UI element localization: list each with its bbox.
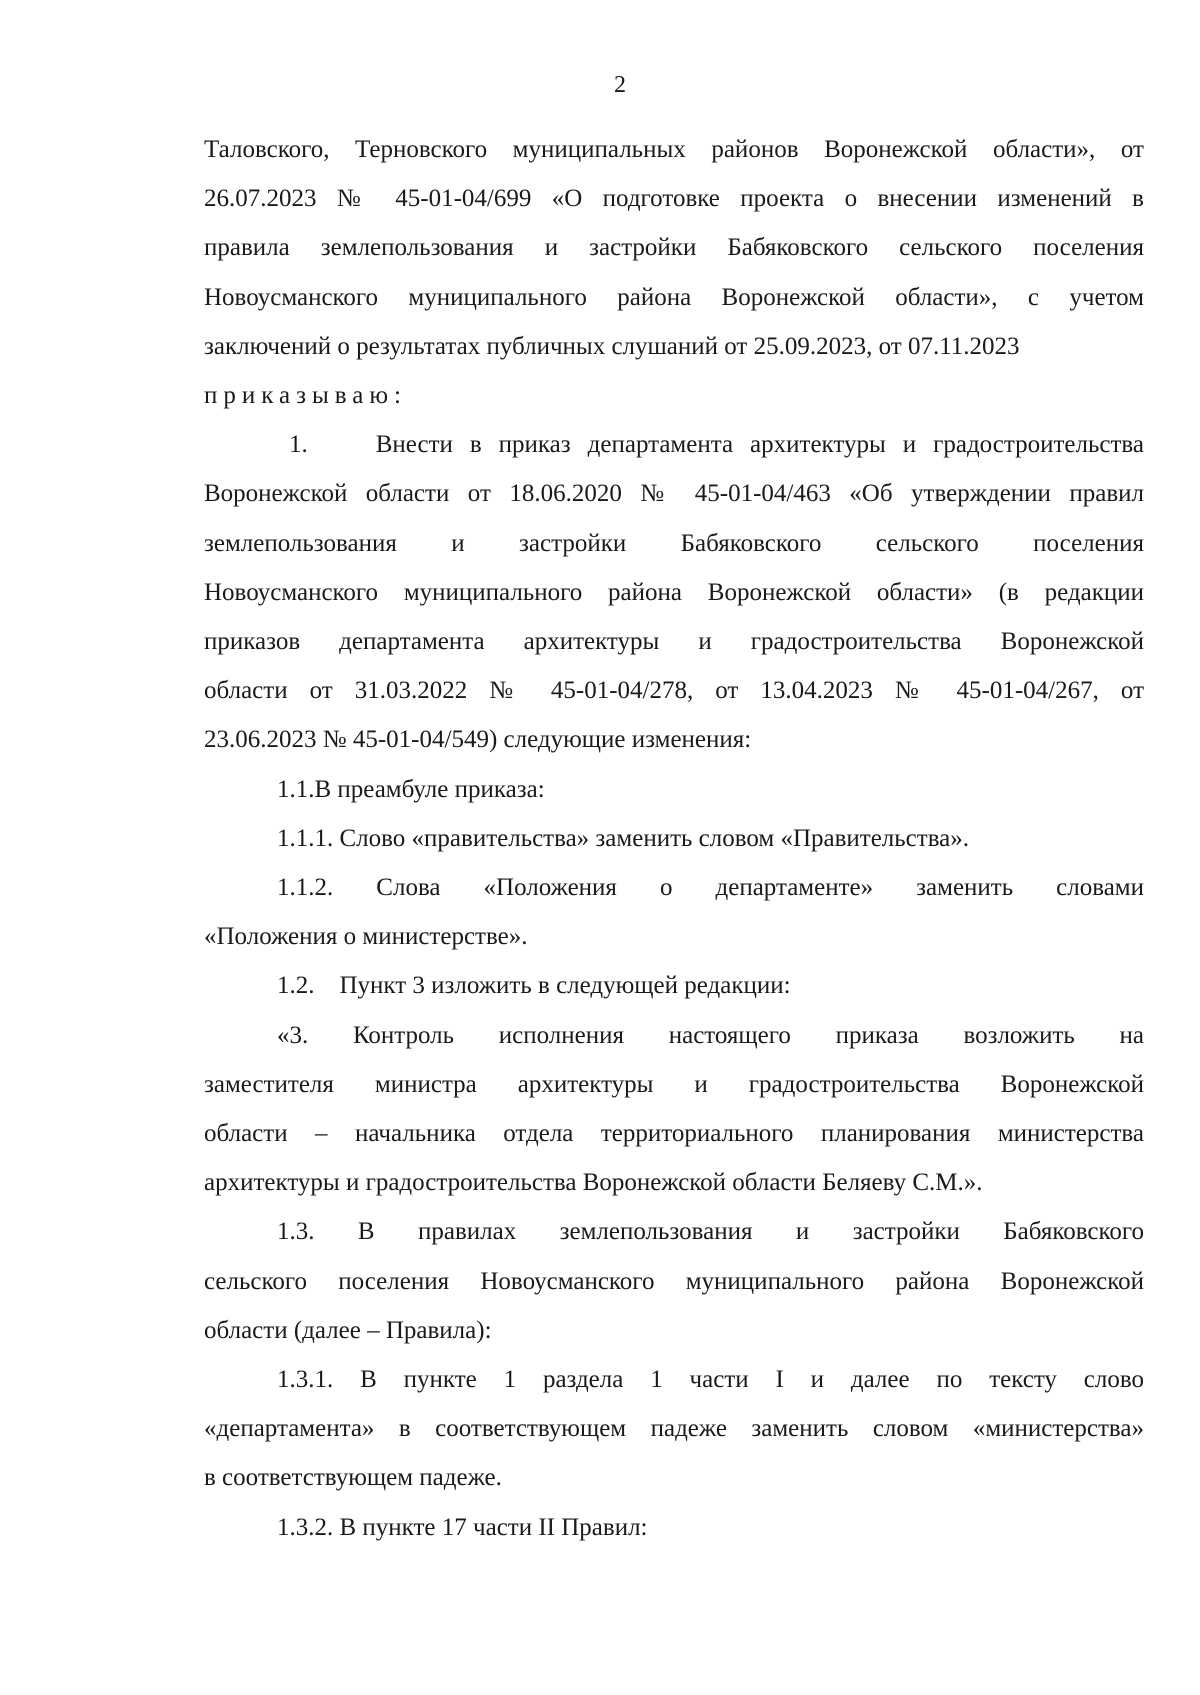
paragraph-line: «Положения о министерстве». bbox=[204, 923, 528, 951]
paragraph-line: Новоусманского муниципального района Воронежской области», с учетом bbox=[204, 283, 1144, 311]
paragraph-line: области от 31.03.2022 № 45-01-04/278, от 13.04.2023 № 45-01-04/267, от bbox=[204, 677, 1144, 705]
paragraph-line: сельского поселения Новоусманского муниципального района Воронежской bbox=[204, 1267, 1144, 1295]
paragraph-line: архитектуры и градостроительства Воронежской области Беляеву С.М.». bbox=[204, 1169, 983, 1197]
paragraph-line: в соответствующем падеже. bbox=[204, 1464, 502, 1492]
paragraph-line: области – начальника отдела территориального планирования министерства bbox=[204, 1120, 1144, 1148]
paragraph-line: 1. Внести в приказ департамента архитектуры и градостроительства bbox=[289, 431, 1144, 459]
paragraph-line: 1.1.2. Слова «Положения о департаменте» заменить словами bbox=[277, 874, 1144, 902]
paragraph-line: 1.2. Пункт 3 изложить в следующей редакции: bbox=[277, 972, 791, 1000]
paragraph-line: заместителя министра архитектуры и градостроительства Воронежской bbox=[204, 1070, 1144, 1098]
paragraph-line: «департамента» в соответствующем падеже заменить словом «министерства» bbox=[204, 1415, 1144, 1443]
paragraph-line: 1.3. В правилах землепользования и застройки Бабяковского bbox=[277, 1218, 1144, 1246]
order-word: приказываю: bbox=[204, 382, 407, 410]
paragraph-line: 26.07.2023 № 45-01-04/699 «О подготовке проекта о внесении изменений в bbox=[204, 185, 1144, 213]
paragraph-line: заключений о результатах публичных слушаний от 25.09.2023, от 07.11.2023 bbox=[204, 332, 1020, 360]
paragraph-line: 1.3.1. В пункте 1 раздела 1 части I и далее по тексту слово bbox=[277, 1366, 1144, 1394]
paragraph-line: области (далее – Правила): bbox=[204, 1316, 492, 1344]
paragraph-line: 1.1.В преамбуле приказа: bbox=[277, 775, 545, 803]
paragraph-line: 1.3.2. В пункте 17 части II Правил: bbox=[277, 1513, 648, 1541]
paragraph-line: землепользования и застройки Бабяковского сельского поселения bbox=[204, 529, 1144, 557]
paragraph-line: Воронежской области от 18.06.2020 № 45-01-04/463 «Об утверждении правил bbox=[204, 480, 1144, 508]
paragraph-line: приказов департамента архитектуры и градостроительства Воронежской bbox=[204, 628, 1144, 656]
document-body bbox=[204, 125, 1144, 1552]
paragraph-line: Новоусманского муниципального района Воронежской области» (в редакции bbox=[204, 578, 1144, 606]
paragraph-line: 1.1.1. Слово «правительства» заменить словом «Правительства». bbox=[277, 824, 970, 852]
paragraph-line: «3. Контроль исполнения настоящего приказа возложить на bbox=[277, 1021, 1144, 1049]
paragraph-line: правила землепользования и застройки Бабяковского сельского поселения bbox=[204, 234, 1144, 262]
page-number: 2 bbox=[614, 72, 626, 98]
paragraph-line: 23.06.2023 № 45-01-04/549) следующие изменения: bbox=[204, 726, 752, 754]
paragraph-line: Таловского, Терновского муниципальных районов Воронежской области», от bbox=[204, 136, 1144, 163]
